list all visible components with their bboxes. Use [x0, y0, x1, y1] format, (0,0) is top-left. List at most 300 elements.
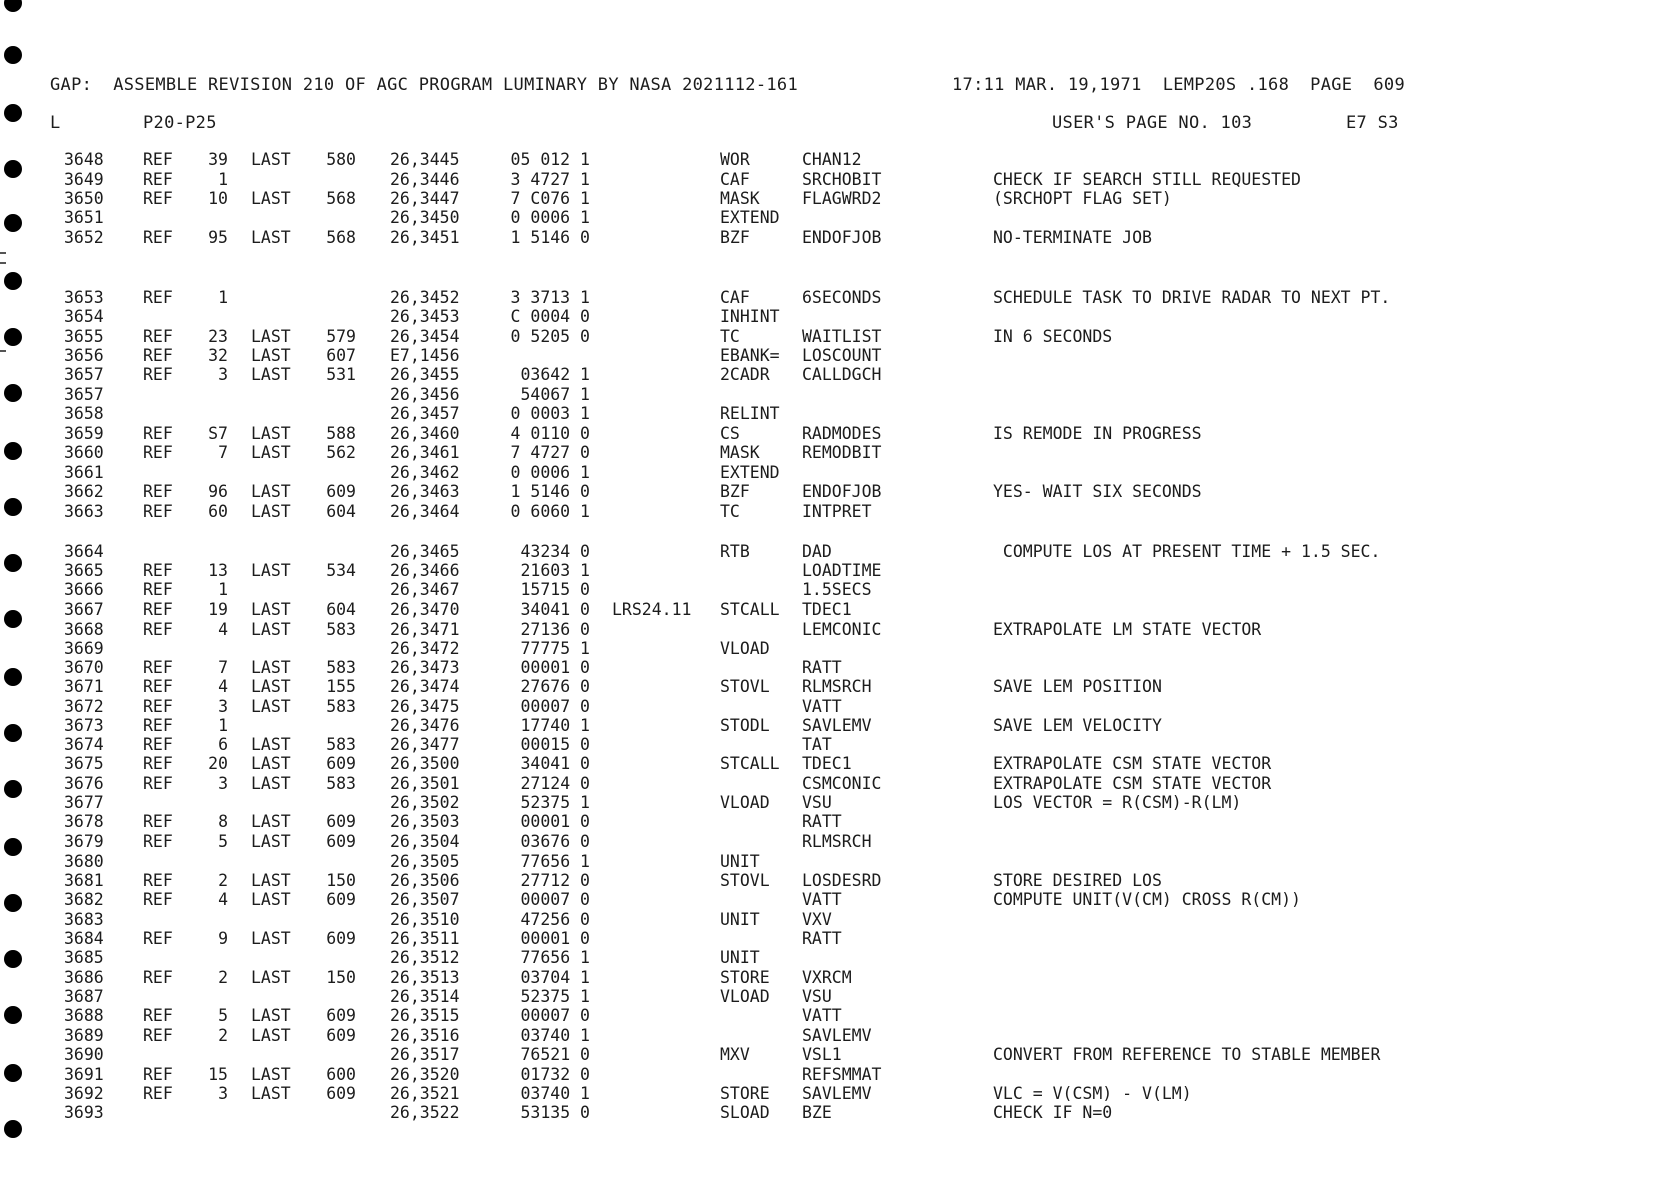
cell-code: 0 0003 1	[510, 404, 590, 423]
cell-addr: 26,3457	[390, 404, 460, 423]
cell-operand: LEMCONIC	[802, 620, 882, 639]
cell-code: 0 5205 0	[510, 327, 590, 346]
cell-code: 53135 0	[520, 1103, 590, 1122]
cell-no: 3688	[64, 1006, 104, 1025]
cell-addr: 26,3467	[390, 580, 460, 599]
cell-code: 1 5146 0	[510, 482, 590, 501]
cell-operand: SAVLEMV	[802, 1026, 872, 1045]
cell-no: 3684	[64, 929, 104, 948]
cell-no: 3656	[64, 346, 104, 365]
cell-last: LAST	[251, 929, 291, 948]
cell-code: 00001 0	[520, 929, 590, 948]
listing-row	[0, 716, 1600, 735]
cell-op: VLOAD	[720, 987, 770, 1006]
cell-ref: REF	[143, 929, 173, 948]
cell-operand: LOSDESRD	[802, 871, 882, 890]
punch-hole	[4, 46, 22, 64]
cell-comment: SAVE LEM POSITION	[993, 677, 1162, 696]
cell-code: 00001 0	[520, 658, 590, 677]
listing-row	[0, 677, 1600, 696]
cell-ref: REF	[143, 580, 173, 599]
cell-operand: FLAGWRD2	[802, 189, 882, 208]
cell-operand: VATT	[802, 1006, 842, 1025]
cell-operand: RLMSRCH	[802, 832, 872, 851]
listing-row	[0, 793, 1600, 812]
listing-row	[0, 482, 1600, 501]
cell-code: 77775 1	[520, 639, 590, 658]
cell-ln: 531	[326, 365, 356, 384]
cell-addr: 26,3510	[390, 910, 460, 929]
cell-code: 00007 0	[520, 697, 590, 716]
cell-code: 34041 0	[520, 600, 590, 619]
listing-row	[0, 170, 1600, 189]
listing-row	[0, 1103, 1600, 1122]
cell-ref: REF	[143, 774, 173, 793]
cell-code: 1 5146 0	[510, 228, 590, 247]
cell-op: STODL	[720, 716, 770, 735]
cell-op: STOVL	[720, 871, 770, 890]
cell-rn: 4	[218, 890, 228, 909]
listing-row	[0, 561, 1600, 580]
cell-last: LAST	[251, 1084, 291, 1103]
cell-addr: 26,3514	[390, 987, 460, 1006]
cell-ref: REF	[143, 697, 173, 716]
cell-ln: 609	[326, 890, 356, 909]
cell-comment: IS REMODE IN PROGRESS	[993, 424, 1202, 443]
listing-row	[0, 910, 1600, 929]
cell-no: 3665	[64, 561, 104, 580]
cell-op: UNIT	[720, 910, 760, 929]
margin-mark	[0, 252, 6, 254]
cell-op: 2CADR	[720, 365, 770, 384]
cell-operand: 6SECONDS	[802, 288, 882, 307]
cell-rn: 95	[208, 228, 228, 247]
cell-rn: 2	[218, 968, 228, 987]
cell-op: EBANK=	[720, 346, 780, 365]
cell-rn: 19	[208, 600, 228, 619]
cell-addr: 26,3471	[390, 620, 460, 639]
cell-operand: BZE	[802, 1103, 832, 1122]
cell-code: 03704 1	[520, 968, 590, 987]
listing-row	[0, 385, 1600, 404]
cell-addr: 26,3516	[390, 1026, 460, 1045]
cell-op: BZF	[720, 228, 750, 247]
cell-last: LAST	[251, 365, 291, 384]
cell-ln: 609	[326, 832, 356, 851]
cell-code: 4 0110 0	[510, 424, 590, 443]
cell-ref: REF	[143, 443, 173, 462]
cell-ln: 607	[326, 346, 356, 365]
cell-op: CS	[720, 424, 740, 443]
cell-comment: EXTRAPOLATE CSM STATE VECTOR	[993, 754, 1272, 773]
cell-last: LAST	[251, 189, 291, 208]
listing-row	[0, 346, 1600, 365]
cell-no: 3692	[64, 1084, 104, 1103]
cell-code: 7 C076 1	[510, 189, 590, 208]
cell-operand: CSMCONIC	[802, 774, 882, 793]
cell-op: STCALL	[720, 600, 780, 619]
listing-row	[0, 463, 1600, 482]
cell-ref: REF	[143, 170, 173, 189]
cell-comment: NO-TERMINATE JOB	[993, 228, 1152, 247]
cell-comment: CONVERT FROM REFERENCE TO STABLE MEMBER	[993, 1045, 1381, 1064]
cell-addr: 26,3463	[390, 482, 460, 501]
cell-ln: 604	[326, 502, 356, 521]
cell-addr: 26,3445	[390, 150, 460, 169]
cell-no: 3693	[64, 1103, 104, 1122]
cell-last: LAST	[251, 1065, 291, 1084]
cell-code: 27712 0	[520, 871, 590, 890]
cell-comment: EXTRAPOLATE LM STATE VECTOR	[993, 620, 1262, 639]
cell-last: LAST	[251, 832, 291, 851]
cell-ref: REF	[143, 365, 173, 384]
cell-code: 52375 1	[520, 793, 590, 812]
cell-operand: ENDOFJOB	[802, 228, 882, 247]
cell-no: 3668	[64, 620, 104, 639]
cell-last: LAST	[251, 968, 291, 987]
cell-op: STORE	[720, 1084, 770, 1103]
listing-row	[0, 890, 1600, 909]
cell-rn: 7	[218, 443, 228, 462]
cell-addr: 26,3473	[390, 658, 460, 677]
cell-last: LAST	[251, 1006, 291, 1025]
cell-rn: 1	[218, 288, 228, 307]
cell-rn: 5	[218, 1006, 228, 1025]
cell-ln: 568	[326, 189, 356, 208]
cell-operand: VSU	[802, 793, 832, 812]
cell-no: 3683	[64, 910, 104, 929]
cell-comment: COMPUTE UNIT(V(CM) CROSS R(CM))	[993, 890, 1301, 909]
cell-operand: ENDOFJOB	[802, 482, 882, 501]
cell-ref: REF	[143, 482, 173, 501]
cell-op: RTB	[720, 542, 750, 561]
cell-code: 05 012 1	[510, 150, 590, 169]
cell-ln: 583	[326, 697, 356, 716]
cell-no: 3686	[64, 968, 104, 987]
listing-row	[0, 812, 1600, 831]
cell-op: MASK	[720, 443, 760, 462]
cell-operand: REFSMMAT	[802, 1065, 882, 1084]
listing-row	[0, 1006, 1600, 1025]
cell-op: VLOAD	[720, 639, 770, 658]
listing-row	[0, 208, 1600, 227]
listing-row	[0, 620, 1600, 639]
listing-row	[0, 735, 1600, 754]
listing-row	[0, 1065, 1600, 1084]
cell-addr: 26,3477	[390, 735, 460, 754]
cell-code: 77656 1	[520, 852, 590, 871]
cell-addr: E7,1456	[390, 346, 460, 365]
cell-addr: 26,3521	[390, 1084, 460, 1103]
cell-ref: REF	[143, 600, 173, 619]
cell-operand: TDEC1	[802, 600, 852, 619]
cell-operand: REMODBIT	[802, 443, 882, 462]
cell-rn: 3	[218, 697, 228, 716]
header-user-page: USER'S PAGE NO. 103	[1052, 113, 1253, 133]
cell-comment: CHECK IF N=0	[993, 1103, 1113, 1122]
cell-ref: REF	[143, 424, 173, 443]
cell-no: 3682	[64, 890, 104, 909]
listing-row	[0, 832, 1600, 851]
cell-operand: 1.5SECS	[802, 580, 872, 599]
listing-row	[0, 307, 1600, 326]
cell-no: 3654	[64, 307, 104, 326]
cell-operand: RLMSRCH	[802, 677, 872, 696]
cell-last: LAST	[251, 774, 291, 793]
cell-ln: 583	[326, 735, 356, 754]
cell-code: 00015 0	[520, 735, 590, 754]
cell-rn: 3	[218, 774, 228, 793]
cell-addr: 26,3474	[390, 677, 460, 696]
cell-ref: REF	[143, 735, 173, 754]
cell-rn: 23	[208, 327, 228, 346]
listing-row	[0, 987, 1600, 1006]
cell-addr: 26,3466	[390, 561, 460, 580]
listing-row	[0, 424, 1600, 443]
listing-row	[0, 639, 1600, 658]
cell-operand: INTPRET	[802, 502, 872, 521]
cell-ref: REF	[143, 677, 173, 696]
cell-operand: LOSCOUNT	[802, 346, 882, 365]
cell-operand: DAD	[802, 542, 832, 561]
listing-row	[0, 502, 1600, 521]
cell-addr: 26,3446	[390, 170, 460, 189]
cell-ln: 568	[326, 228, 356, 247]
cell-no: 3680	[64, 852, 104, 871]
cell-operand: RATT	[802, 658, 842, 677]
cell-ref: REF	[143, 832, 173, 851]
header-bank-code: E7 S3	[1346, 113, 1399, 133]
listing-row	[0, 580, 1600, 599]
cell-ref: REF	[143, 288, 173, 307]
cell-no: 3658	[64, 404, 104, 423]
cell-code: 34041 0	[520, 754, 590, 773]
cell-comment: SAVE LEM VELOCITY	[993, 716, 1162, 735]
cell-operand: VSL1	[802, 1045, 842, 1064]
cell-last: LAST	[251, 600, 291, 619]
cell-code: 21603 1	[520, 561, 590, 580]
listing-row	[0, 968, 1600, 987]
cell-code: 03740 1	[520, 1026, 590, 1045]
cell-ln: 155	[326, 677, 356, 696]
cell-last: LAST	[251, 1026, 291, 1045]
cell-last: LAST	[251, 561, 291, 580]
cell-operand: CALLDGCH	[802, 365, 882, 384]
cell-ln: 150	[326, 871, 356, 890]
cell-no: 3667	[64, 600, 104, 619]
cell-ln: 609	[326, 929, 356, 948]
cell-ln: 534	[326, 561, 356, 580]
cell-addr: 26,3472	[390, 639, 460, 658]
cell-addr: 26,3517	[390, 1045, 460, 1064]
cell-code: 27676 0	[520, 677, 590, 696]
cell-op: STORE	[720, 968, 770, 987]
cell-no: 3649	[64, 170, 104, 189]
cell-addr: 26,3502	[390, 793, 460, 812]
cell-no: 3663	[64, 502, 104, 521]
cell-operand: SAVLEMV	[802, 716, 872, 735]
cell-comment: (SRCHOPT FLAG SET)	[993, 189, 1172, 208]
cell-no: 3657	[64, 385, 104, 404]
cell-addr: 26,3507	[390, 890, 460, 909]
cell-op: STOVL	[720, 677, 770, 696]
cell-operand: VXRCM	[802, 968, 852, 987]
cell-rn: 15	[208, 1065, 228, 1084]
cell-last: LAST	[251, 754, 291, 773]
cell-operand: VATT	[802, 697, 842, 716]
cell-addr: 26,3503	[390, 812, 460, 831]
cell-last: LAST	[251, 890, 291, 909]
cell-ln: 583	[326, 620, 356, 639]
cell-ref: REF	[143, 890, 173, 909]
cell-last: LAST	[251, 697, 291, 716]
cell-rn: 7	[218, 658, 228, 677]
cell-no: 3687	[64, 987, 104, 1006]
listing-row	[0, 288, 1600, 307]
cell-rn: 3	[218, 1084, 228, 1103]
cell-no: 3681	[64, 871, 104, 890]
cell-rn: 1	[218, 580, 228, 599]
cell-addr: 26,3450	[390, 208, 460, 227]
cell-ref: REF	[143, 716, 173, 735]
cell-addr: 26,3461	[390, 443, 460, 462]
cell-code: 17740 1	[520, 716, 590, 735]
cell-no: 3677	[64, 793, 104, 812]
cell-code: 3 4727 1	[510, 170, 590, 189]
cell-operand: VXV	[802, 910, 832, 929]
cell-no: 3662	[64, 482, 104, 501]
cell-code: 00007 0	[520, 1006, 590, 1025]
header-date-page: 17:11 MAR. 19,1971 LEMP20S .168 PAGE 609	[952, 75, 1405, 95]
cell-ref: REF	[143, 754, 173, 773]
cell-code: 47256 0	[520, 910, 590, 929]
cell-no: 3675	[64, 754, 104, 773]
cell-op: SLOAD	[720, 1103, 770, 1122]
cell-no: 3685	[64, 948, 104, 967]
cell-rn: 5	[218, 832, 228, 851]
cell-ref: REF	[143, 327, 173, 346]
cell-rn: S7	[208, 424, 228, 443]
cell-op: UNIT	[720, 948, 760, 967]
cell-addr: 26,3506	[390, 871, 460, 890]
cell-rn: 4	[218, 677, 228, 696]
cell-ln: 579	[326, 327, 356, 346]
cell-ln: 600	[326, 1065, 356, 1084]
cell-addr: 26,3475	[390, 697, 460, 716]
cell-code: 0 0006 1	[510, 463, 590, 482]
cell-addr: 26,3462	[390, 463, 460, 482]
cell-addr: 26,3504	[390, 832, 460, 851]
cell-code: 52375 1	[520, 987, 590, 1006]
cell-op: EXTEND	[720, 208, 780, 227]
cell-addr: 26,3451	[390, 228, 460, 247]
cell-code: 01732 0	[520, 1065, 590, 1084]
cell-rn: 60	[208, 502, 228, 521]
cell-ln: 609	[326, 1084, 356, 1103]
cell-no: 3651	[64, 208, 104, 227]
cell-rn: 1	[218, 170, 228, 189]
cell-addr: 26,3452	[390, 288, 460, 307]
cell-op: CAF	[720, 288, 750, 307]
cell-last: LAST	[251, 502, 291, 521]
cell-rn: 10	[208, 189, 228, 208]
cell-code: C 0004 0	[510, 307, 590, 326]
cell-code: 3 3713 1	[510, 288, 590, 307]
listing-row	[0, 189, 1600, 208]
cell-op: WOR	[720, 150, 750, 169]
cell-rn: 3	[218, 365, 228, 384]
cell-ref: REF	[143, 561, 173, 580]
cell-ln: 588	[326, 424, 356, 443]
cell-rn: 1	[218, 716, 228, 735]
cell-last: LAST	[251, 482, 291, 501]
cell-last: LAST	[251, 871, 291, 890]
cell-comment: SCHEDULE TASK TO DRIVE RADAR TO NEXT PT.	[993, 288, 1391, 307]
cell-comment: EXTRAPOLATE CSM STATE VECTOR	[993, 774, 1272, 793]
cell-no: 3670	[64, 658, 104, 677]
cell-last: LAST	[251, 620, 291, 639]
cell-addr: 26,3460	[390, 424, 460, 443]
cell-ln: 583	[326, 658, 356, 677]
cell-rn: 13	[208, 561, 228, 580]
cell-operand: SAVLEMV	[802, 1084, 872, 1103]
listing-row	[0, 150, 1600, 169]
punch-hole	[4, 104, 22, 122]
cell-addr: 26,3456	[390, 385, 460, 404]
cell-operand: SRCHOBIT	[802, 170, 882, 189]
cell-operand: RATT	[802, 929, 842, 948]
cell-code: 27136 0	[520, 620, 590, 639]
cell-comment: STORE DESIRED LOS	[993, 871, 1162, 890]
cell-comment: VLC = V(CSM) - V(LM)	[993, 1084, 1192, 1103]
cell-no: 3679	[64, 832, 104, 851]
header-section: P20-P25	[143, 113, 217, 133]
cell-code: 43234 0	[520, 542, 590, 561]
cell-ref: REF	[143, 1065, 173, 1084]
cell-ln: 583	[326, 774, 356, 793]
cell-rn: 2	[218, 871, 228, 890]
listing-row	[0, 754, 1600, 773]
cell-ln: 580	[326, 150, 356, 169]
cell-code: 77656 1	[520, 948, 590, 967]
cell-ref: REF	[143, 871, 173, 890]
listing-row	[0, 1084, 1600, 1103]
listing-row	[0, 852, 1600, 871]
cell-ref: REF	[143, 502, 173, 521]
cell-operand: TDEC1	[802, 754, 852, 773]
listing-row	[0, 228, 1600, 247]
cell-no: 3691	[64, 1065, 104, 1084]
cell-ref: REF	[143, 620, 173, 639]
cell-code: 0 0006 1	[510, 208, 590, 227]
cell-rn: 32	[208, 346, 228, 365]
header-title: GAP: ASSEMBLE REVISION 210 OF AGC PROGRAM LUMINARY BY NASA 2021112-161	[50, 75, 798, 95]
listing-row	[0, 658, 1600, 677]
cell-ref: REF	[143, 150, 173, 169]
cell-no: 3653	[64, 288, 104, 307]
cell-ref: REF	[143, 812, 173, 831]
cell-code: 00007 0	[520, 890, 590, 909]
cell-rn: 2	[218, 1026, 228, 1045]
cell-no: 3650	[64, 189, 104, 208]
cell-code: 03642 1	[520, 365, 590, 384]
cell-operand: VATT	[802, 890, 842, 909]
cell-no: 3690	[64, 1045, 104, 1064]
cell-code: 76521 0	[520, 1045, 590, 1064]
cell-no: 3676	[64, 774, 104, 793]
cell-last: LAST	[251, 677, 291, 696]
cell-no: 3659	[64, 424, 104, 443]
